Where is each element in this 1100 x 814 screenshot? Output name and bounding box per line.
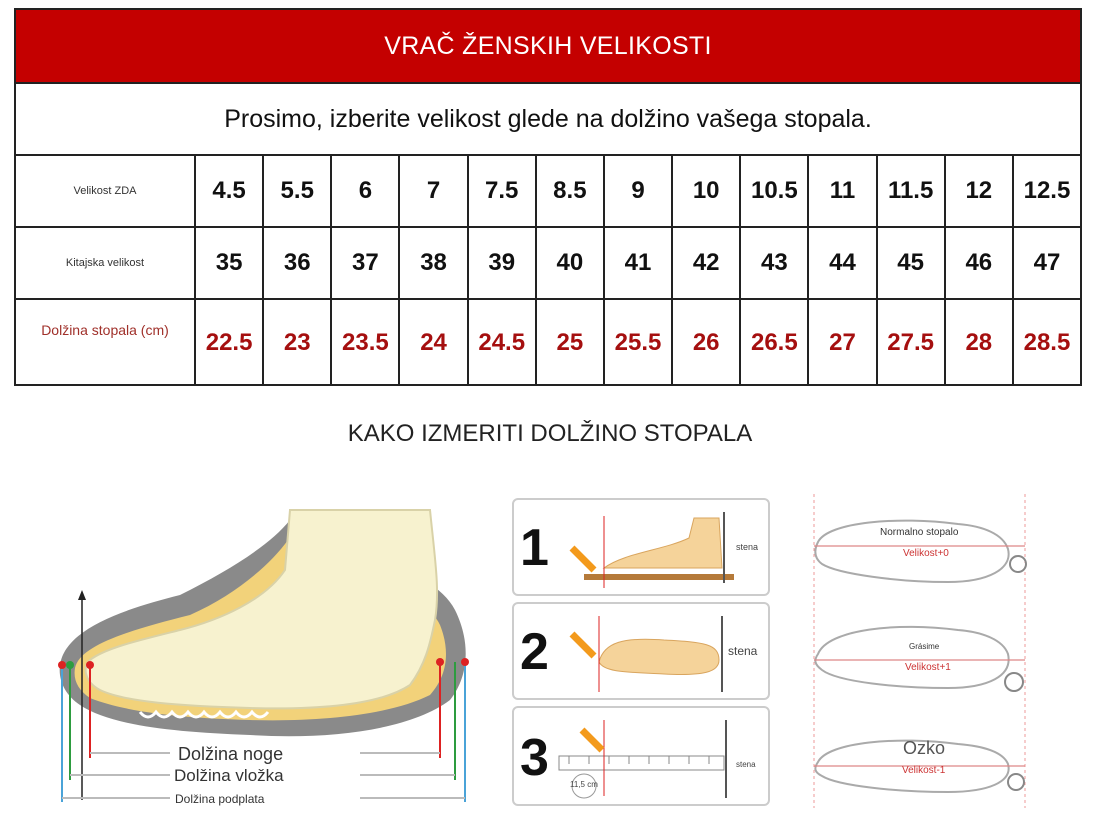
cell-us: 9 <box>605 156 673 226</box>
cell-china: 46 <box>946 228 1014 298</box>
cell-china: 42 <box>673 228 741 298</box>
cell-us: 12 <box>946 156 1014 226</box>
cell-foot-length: 27 <box>809 300 877 386</box>
cell-us: 10.5 <box>741 156 809 226</box>
cell-us: 7.5 <box>469 156 537 226</box>
cell-us: 7 <box>400 156 468 226</box>
cell-china: 45 <box>878 228 946 298</box>
cell-china: 41 <box>605 228 673 298</box>
cell-china: 37 <box>332 228 400 298</box>
cell-foot-length: 28.5 <box>1023 329 1071 356</box>
step1-wall-label: stena <box>736 542 759 552</box>
cell-foot-length: 22.5 <box>196 300 264 386</box>
cell-foot-length: 27.5 <box>878 300 946 386</box>
cell-us: 11 <box>809 156 877 226</box>
foot-type-narrow-size: Velikost-1 <box>902 765 946 776</box>
cell-us: 6 <box>332 156 400 226</box>
row-china-size <box>16 228 1080 300</box>
foot-type-normal-size: Velikost+0 <box>903 548 949 559</box>
cell-china: 36 <box>264 228 332 298</box>
step-number: 2 <box>520 623 549 681</box>
cell-china: 40 <box>537 228 605 298</box>
cell-china: 38 <box>400 228 468 298</box>
cell-foot-length: 23.5 <box>332 300 400 386</box>
cell-foot-length: 26 <box>673 300 741 386</box>
cell-us: 12.5 <box>1023 177 1071 204</box>
size-chart-table <box>14 8 1082 386</box>
chart-title: VRAČ ŽENSKIH VELIKOSTI <box>16 10 1080 84</box>
foot-length-label: Dolžina noge <box>178 744 284 764</box>
cell-china: 43 <box>741 228 809 298</box>
cell-foot-length: 23 <box>264 300 332 386</box>
cell-foot-length: 24.5 <box>469 300 537 386</box>
step-panel-1 <box>512 498 770 596</box>
row-label-foot-length: Dolžina stopala (cm) <box>16 300 196 386</box>
step1-illustration <box>564 508 764 590</box>
row-foot-length <box>16 300 1080 386</box>
step-panel-2 <box>512 602 770 700</box>
cell-china: 35 <box>196 228 264 298</box>
insole-length-label: Dolžina vložka <box>174 766 284 785</box>
cell-foot-length: 25 <box>537 300 605 386</box>
cell-us: 5.5 <box>264 156 332 226</box>
cell-china: 44 <box>809 228 877 298</box>
chart-subtitle: Prosimo, izberite velikost glede na dolžino vašega stopala. <box>16 84 1080 156</box>
foot-type-wide-size: Velikost+1 <box>905 662 951 673</box>
step-panel-3 <box>512 706 770 806</box>
cell-us: 8.5 <box>537 156 605 226</box>
foot-type-wide-name: Grásime <box>909 642 940 651</box>
cell-us: 11.5 <box>878 156 946 226</box>
step3-measure-label: 11,5 cm <box>570 780 598 789</box>
step-number: 1 <box>520 519 549 577</box>
foot-type-normal-name: Normalno stopalo <box>880 527 959 538</box>
foot-type-narrow-name: Ozko <box>903 738 946 758</box>
cell-foot-length: 25.5 <box>605 300 673 386</box>
step2-wall-label: stena <box>728 644 758 658</box>
cell-foot-length: 28 <box>946 300 1014 386</box>
cell-us: 10 <box>673 156 741 226</box>
howto-title: KAKO IZMERITI DOLŽINO STOPALA <box>347 420 753 447</box>
outsole-length-label: Dolžina podplata <box>175 792 265 806</box>
cell-us: 4.5 <box>196 156 264 226</box>
cell-foot-length: 24 <box>400 300 468 386</box>
step-number: 3 <box>520 729 549 787</box>
row-label-us: Velikost ZDA <box>16 156 196 226</box>
cell-china: 47 <box>1033 249 1061 276</box>
row-label-china: Kitajska velikost <box>16 228 196 298</box>
row-us-size <box>16 156 1080 228</box>
cell-foot-length: 26.5 <box>741 300 809 386</box>
step3-wall-label: stena <box>736 760 756 769</box>
cell-china: 39 <box>469 228 537 298</box>
foot-types-illustration <box>808 494 1033 808</box>
